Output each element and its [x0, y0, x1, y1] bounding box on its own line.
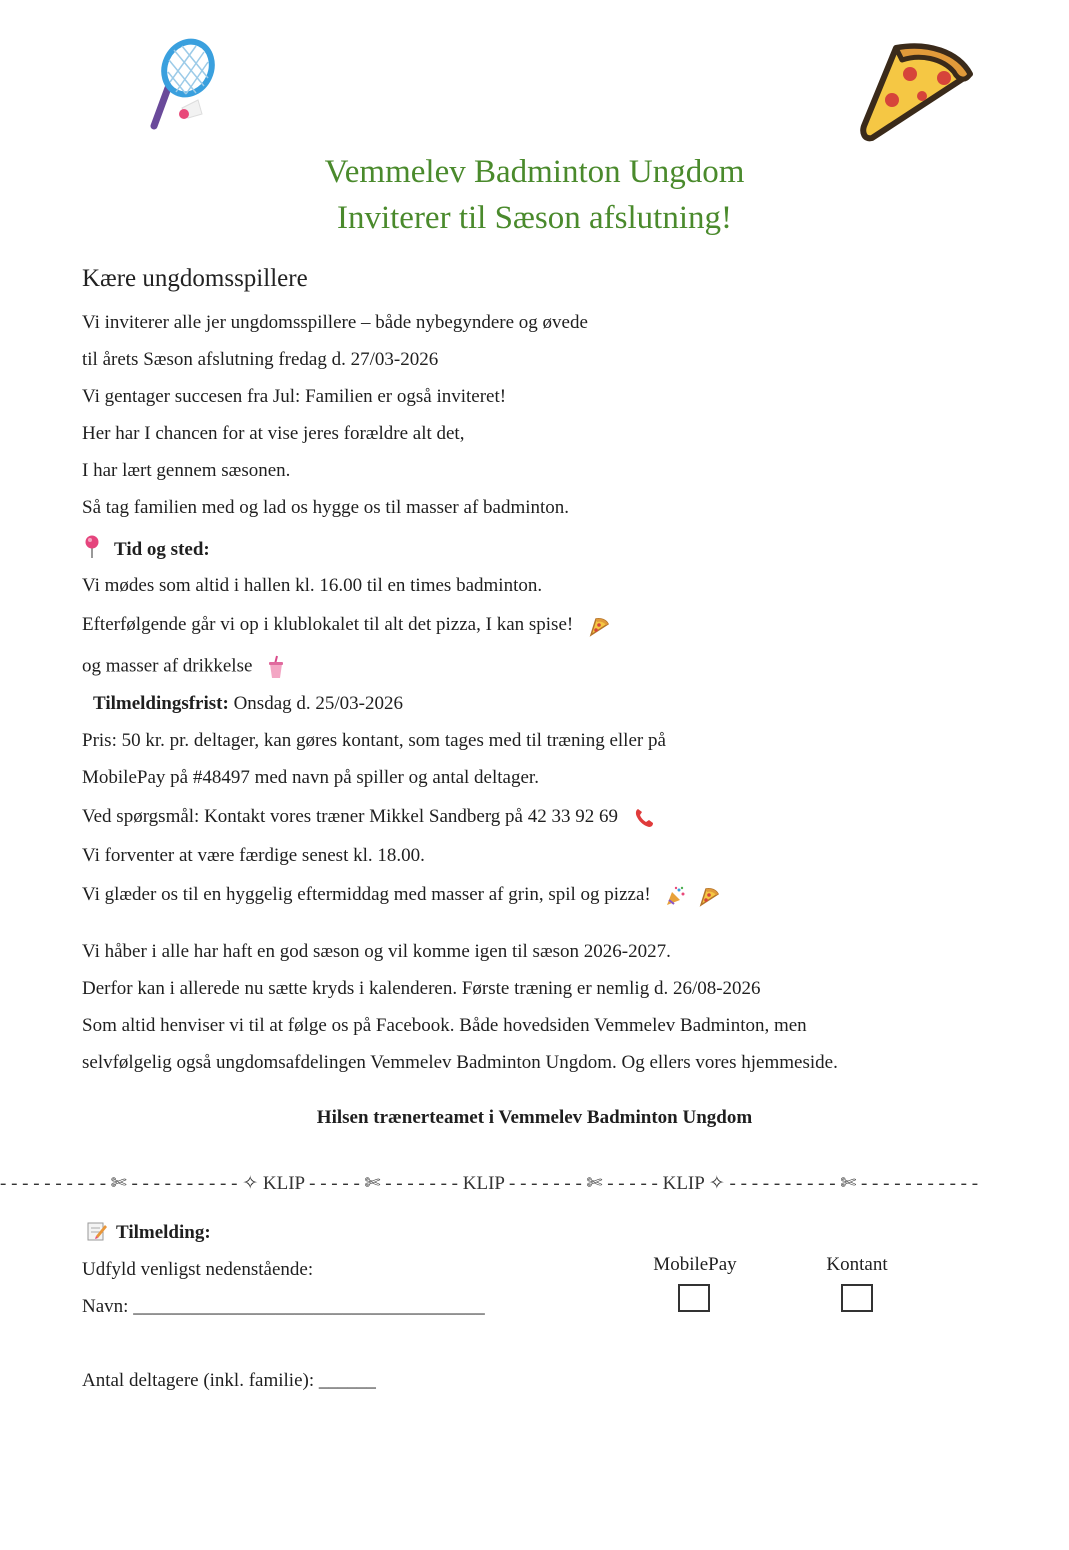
time-place-line [82, 655, 285, 679]
looking-forward-line [82, 884, 720, 907]
form-heading-label: Tilmelding: [116, 1222, 211, 1243]
time-place-heading [82, 535, 210, 561]
intro-line: til årets Sæson afslutning fredag d. 27/03-2026 [82, 349, 439, 370]
deadline-value: Onsdag d. 25/03-2026 [228, 693, 403, 714]
time-place-heading-label: Tid og sted: [114, 539, 210, 560]
page-subtitle: Inviterer til Sæson afslutning! [336, 200, 733, 236]
price-line: MobilePay på #48497 med navn på spiller og antal deltager. [82, 767, 539, 788]
page-title: Vemmelev Badminton Ungdom [324, 154, 745, 190]
form-heading [86, 1220, 211, 1244]
cup-with-straw-icon [267, 655, 285, 679]
count-label: Antal deltagere (inkl. familie): [82, 1370, 319, 1391]
name-label: Navn: [82, 1296, 134, 1317]
closing-line: selvfølgelig også ungdomsafdelingen Vemmelev Badminton Ungdom. Og ellers vores hjemmeside. [82, 1052, 838, 1073]
contact-text: Ved spørgsmål: Kontakt vores træner Mikkel Sandberg på 42 33 92 69 [82, 806, 618, 827]
closing-line: Derfor kan i allerede nu sætte kryds i kalenderen. Første træning er nemlig d. 26/08-2026 [82, 978, 761, 999]
count-blank[interactable]: ______ [318, 1370, 376, 1391]
pizza-icon [858, 34, 978, 146]
intro-line: Her har I chancen for at vise jeres forældre alt det, [82, 423, 465, 444]
intro-line: I har lært gennem sæsonen. [82, 460, 291, 481]
intro-line: Så tag familien med og lad os hygge os til masser af badminton. [82, 497, 570, 518]
drink-sentence: og masser af drikkelse [82, 655, 253, 677]
mobilepay-checkbox[interactable] [678, 1284, 710, 1312]
pushpin-icon [82, 535, 102, 559]
cash-label: Kontant [826, 1254, 888, 1275]
looking-forward-text: Vi glæder os til en hyggelig eftermiddag med masser af grin, spil og pizza! [82, 884, 651, 905]
mobilepay-label: MobilePay [653, 1254, 737, 1275]
deadline-label: Tilmeldingsfrist: [93, 693, 229, 714]
signature: Hilsen trænerteamet i Vemmelev Badminton Ungdom [316, 1107, 753, 1128]
name-blank[interactable]: _____________________________________ [133, 1296, 485, 1317]
intro-line: Vi inviterer alle jer ungdomsspillere – både nybegyndere og øvede [82, 312, 588, 333]
closing-line: Vi håber i alle har haft en god sæson og vil komme igen til sæson 2026-2027. [82, 941, 671, 962]
cut-line: - - - - - - - - - - ✄ - - - - - - - - - - ✧ KLIP - - - - - ✄ - - - - - - - KLIP - - - - - - - ✄ - - - - - KLIP ✧ - - - - - - - - - - ✄ - - - - - - - - - - - [0, 1173, 979, 1194]
pizza-icon [588, 615, 610, 637]
pizza-sentence: Efterfølgende går vi op i klublokalet til alt det pizza, I kan spise! [82, 614, 574, 635]
form-instruction: Udfyld venligst nedenstående: [82, 1259, 314, 1280]
name-field[interactable] [82, 1296, 485, 1318]
time-place-line: Vi mødes som altid i hallen kl. 16.00 til en times badminton. [82, 575, 543, 596]
count-field[interactable] [82, 1370, 376, 1392]
closing-line: Som altid henviser vi til at følge os på Facebook. Både hovedsiden Vemmelev Badminton, men [82, 1015, 807, 1036]
greeting: Kære ungdomsspillere [82, 265, 308, 292]
price-line: Pris: 50 kr. pr. deltager, kan gøres kontant, som tages med til træning eller på [82, 730, 666, 751]
badminton-racket-icon [146, 38, 220, 132]
memo-icon [86, 1220, 108, 1242]
party-popper-icon [665, 885, 687, 907]
cash-checkbox[interactable] [841, 1284, 873, 1312]
telephone-icon [633, 807, 655, 829]
time-place-line [82, 614, 610, 637]
intro-line: Vi gentager succesen fra Jul: Familien er også inviteret! [82, 386, 507, 407]
contact-line [82, 806, 655, 829]
deadline [93, 693, 403, 715]
end-time-line: Vi forventer at være færdige senest kl. 18.00. [82, 845, 425, 866]
pizza-icon [698, 885, 720, 907]
